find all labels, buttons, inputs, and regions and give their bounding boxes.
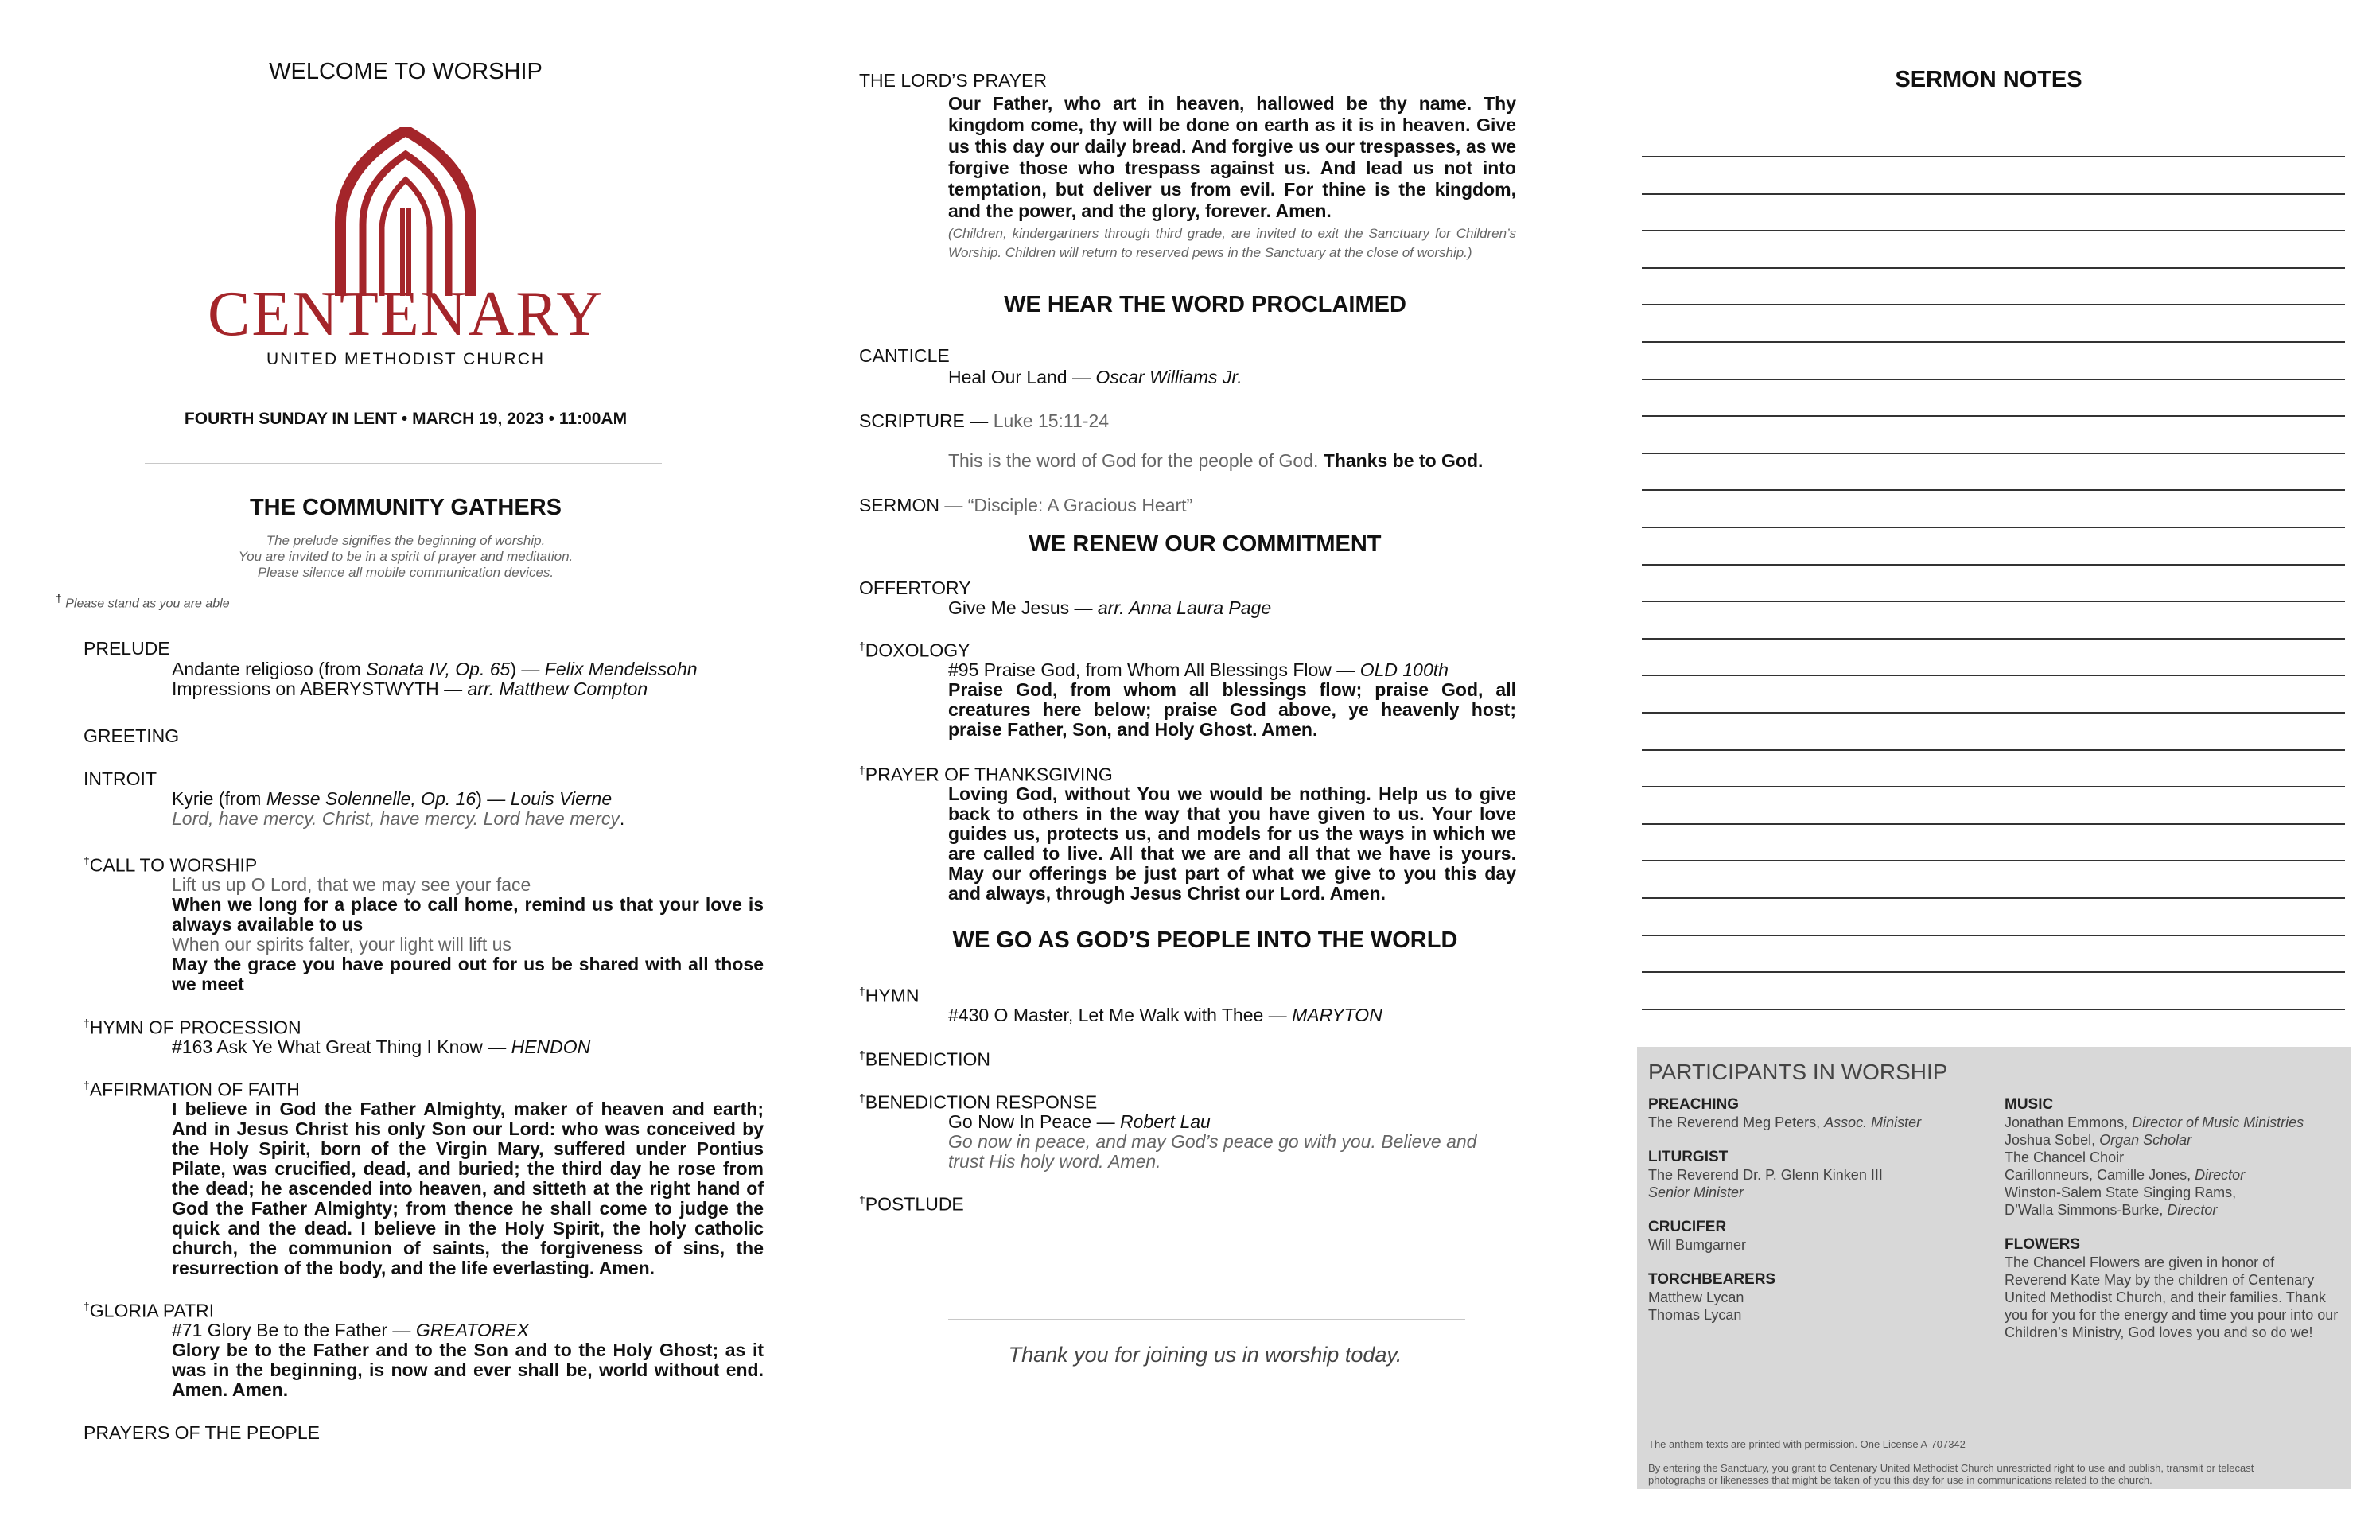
note-line bbox=[1642, 341, 2345, 343]
prelude-label: PRELUDE bbox=[84, 638, 170, 659]
canticle-body: Heal Our Land — Oscar Williams Jr. bbox=[948, 367, 1242, 387]
hymn-label: †HYMN bbox=[859, 985, 920, 1006]
note-line bbox=[1642, 267, 2345, 269]
note-line bbox=[1642, 749, 2345, 751]
offertory-label: OFFERTORY bbox=[859, 578, 971, 598]
procession-body: #163 Ask Ye What Great Thing I Know — HENDON bbox=[172, 1036, 591, 1057]
greeting-label: GREETING bbox=[84, 725, 180, 746]
response-body: Go Now In Peace — Robert Lau Go now in peace, and may God’s peace go with you. Believe and trust His holy word. Amen. bbox=[948, 1111, 1477, 1172]
children-note: (Children, kindergartners through third grade, are invited to exit the Sanctuary for Children’s Worship. Children will return to reserved pews in the Sanctuary at the close of worship.) bbox=[948, 226, 1516, 260]
note-line bbox=[1642, 379, 2345, 380]
note-line bbox=[1642, 860, 2345, 861]
participants-left: PREACHING The Reverend Meg Peters, Assoc. Minister LITURGIST The Reverend Dr. P. Glenn Kinken III Senior Minister CRUCIFER Will Bumgarner TORCHBEARERS Matthew Lycan Thomas Lycan bbox=[1648, 1096, 1922, 1323]
prayers-label: PRAYERS OF THE PEOPLE bbox=[84, 1422, 320, 1443]
sermon-notes-heading: SERMON NOTES bbox=[1895, 67, 2082, 92]
doxology-body: #95 Praise God, from Whom All Blessings Flow — OLD 100th Praise God, from whom all blessings flow; praise God, all creatures here below; praise God above, ye heavenly host; praise Father, Son, and Holy Ghost. Amen. bbox=[948, 659, 1516, 740]
note-line bbox=[1642, 453, 2345, 454]
logo-subtitle: UNITED METHODIST CHURCH bbox=[266, 350, 546, 368]
section-heading: WE RENEW OUR COMMITMENT bbox=[1029, 531, 1382, 557]
cathedral-arch-icon bbox=[215, 127, 597, 298]
sermon-line: SERMON — “Disciple: A Gracious Heart” bbox=[859, 495, 1193, 515]
note-line bbox=[1642, 1009, 2345, 1010]
introit-label: INTROIT bbox=[84, 768, 157, 789]
note-line bbox=[1642, 786, 2345, 788]
service-dateline: FOURTH SUNDAY IN LENT • MARCH 19, 2023 • 11:00AM bbox=[184, 410, 628, 428]
participants-title: PARTICIPANTS IN WORSHIP bbox=[1648, 1060, 1948, 1084]
participants-panel bbox=[1637, 1047, 2351, 1489]
benediction-label: †BENEDICTION bbox=[859, 1048, 990, 1070]
call-to-worship-body: Lift us up O Lord, that we may see your face When we long for a place to call home, remind us that your love is always available to us When our spirits falter, your light will lift us May the grace you have poured out for us be shared with all those we meet bbox=[172, 874, 764, 994]
note-line bbox=[1642, 489, 2345, 491]
thanksgiving-label: †PRAYER OF THANKSGIVING bbox=[859, 764, 1113, 785]
section-heading: WE HEAR THE WORD PROCLAIMED bbox=[1004, 292, 1406, 317]
gloria-label: †GLORIA PATRI bbox=[84, 1300, 215, 1321]
welcome-heading: WELCOME TO WORSHIP bbox=[269, 59, 542, 84]
prelude-body: Andante religioso (from Sonata IV, Op. 65) — Felix Mendelssohn Impressions on ABERYSTWYTH — arr. Matthew Compton bbox=[172, 659, 698, 699]
section-heading: THE COMMUNITY GATHERS bbox=[249, 495, 562, 520]
logo-wordmark: CENTENARY bbox=[208, 279, 604, 349]
procession-label: †HYMN OF PROCESSION bbox=[84, 1017, 301, 1038]
lords-prayer-body: Our Father, who art in heaven, hallowed be thy name. Thy kingdom come, thy will be done on earth as it is in heaven. Give us this day our daily bread. And forgive us our trespasses, as we forgive those who trespass against us. And lead us not into temptation, but deliver us from evil. For thine is the kingdom, and the power, and the glory, forever. Amen. bbox=[948, 93, 1516, 221]
lords-prayer-label: THE LORD’S PRAYER bbox=[859, 70, 1048, 91]
consent-note: By entering the Sanctuary, you grant to Centenary United Methodist Church unrestricted right to use and publish, transmit or telecast photographs or likenesses that might be taken of you this day for use in communications related to the church. bbox=[1648, 1462, 2254, 1486]
note-line bbox=[1642, 156, 2345, 158]
scripture-line: SCRIPTURE — Luke 15:11-24 bbox=[859, 410, 1110, 431]
note-line bbox=[1642, 638, 2345, 640]
license-note: The anthem texts are printed with permission. One License A-707342 bbox=[1648, 1438, 1966, 1450]
closing-thanks: Thank you for joining us in worship today. bbox=[1008, 1343, 1402, 1367]
divider bbox=[948, 1319, 1465, 1320]
note-line bbox=[1642, 564, 2345, 566]
note-line bbox=[1642, 527, 2345, 528]
participants-right: MUSIC Jonathan Emmons, Director of Music Ministries Joshua Sobel, Organ Scholar The Chancel Choir Carillonneurs, Camille Jones, Director Winston-Salem State Singing Rams, D’Walla Simmons-Burke, Director FLOWERS The Chancel Flowers are given in honor of Reverend Kate May by the children of Centenary United Methodist Church, and their families. Thank you for you for the energy and time you pour into our Children’s Ministry, God loves you and so do we! bbox=[2005, 1096, 2339, 1340]
note-line bbox=[1642, 193, 2345, 195]
introit-body: Kyrie (from Messe Solennelle, Op. 16) — Louis Vierne Lord, have mercy. Christ, have mercy. Lord have mercy. bbox=[172, 788, 625, 829]
note-line bbox=[1642, 675, 2345, 676]
affirmation-label: †AFFIRMATION OF FAITH bbox=[84, 1079, 300, 1100]
affirmation-body: I believe in God the Father Almighty, maker of heaven and earth; And in Jesus Christ his only Son our Lord: who was conceived by the Holy Spirit, born of the Virgin Mary, suffered under Pontius Pilate, was crucified, dead, and buried; the third day he rose from the dead; he ascended into heaven, and sitteth at the right hand of God the Father Almighty; from thence he shall come to judge the quick and the dead. I believe in the Holy Spirit, the holy catholic church, the communion of saints, the forgiveness of sins, the resurrection of the body, and the life everlasting. Amen. bbox=[172, 1099, 764, 1278]
section-heading: WE GO AS GOD’S PEOPLE INTO THE WORLD bbox=[952, 928, 1458, 953]
postlude-label: †POSTLUDE bbox=[859, 1193, 964, 1215]
note-line bbox=[1642, 304, 2345, 305]
note-line bbox=[1642, 601, 2345, 602]
doxology-label: †DOXOLOGY bbox=[859, 640, 970, 661]
offertory-body: Give Me Jesus — arr. Anna Laura Page bbox=[948, 597, 1272, 618]
thanksgiving-body: Loving God, without You we would be nothing. Help us to give back to others in the way that you have given to us. Your love guides us, protects us, and models for us the ways in which we are called to live. All that we are and all that we have is yours. May our offerings be just part of what we give to you this day and always, through Jesus Christ our Lord. Amen. bbox=[948, 784, 1516, 904]
divider bbox=[145, 463, 662, 464]
note-line bbox=[1642, 971, 2345, 973]
gloria-body: #71 Glory Be to the Father — GREATOREX Glory be to the Father and to the Son and to the Holy Ghost; as it was in the beginning, is now and ever shall be, world without end. Amen. Amen. bbox=[172, 1320, 764, 1400]
canticle-label: CANTICLE bbox=[859, 345, 950, 366]
note-line bbox=[1642, 230, 2345, 231]
note-line bbox=[1642, 935, 2345, 936]
stand-note: † Please stand as you are able bbox=[56, 592, 230, 611]
note-line bbox=[1642, 712, 2345, 714]
hymn-body: #430 O Master, Let Me Walk with Thee — MARYTON bbox=[948, 1005, 1382, 1025]
note-line bbox=[1642, 823, 2345, 825]
scripture-response: This is the word of God for the people of God. Thanks be to God. bbox=[948, 450, 1484, 471]
note-line bbox=[1642, 897, 2345, 899]
gathering-note: The prelude signifies the beginning of worship. You are invited to be in a spirit of prayer and meditation. Please silence all mobile communication devices. bbox=[238, 533, 574, 580]
call-to-worship-label: †CALL TO WORSHIP bbox=[84, 854, 258, 876]
note-line bbox=[1642, 415, 2345, 417]
response-label: †BENEDICTION RESPONSE bbox=[859, 1091, 1098, 1113]
